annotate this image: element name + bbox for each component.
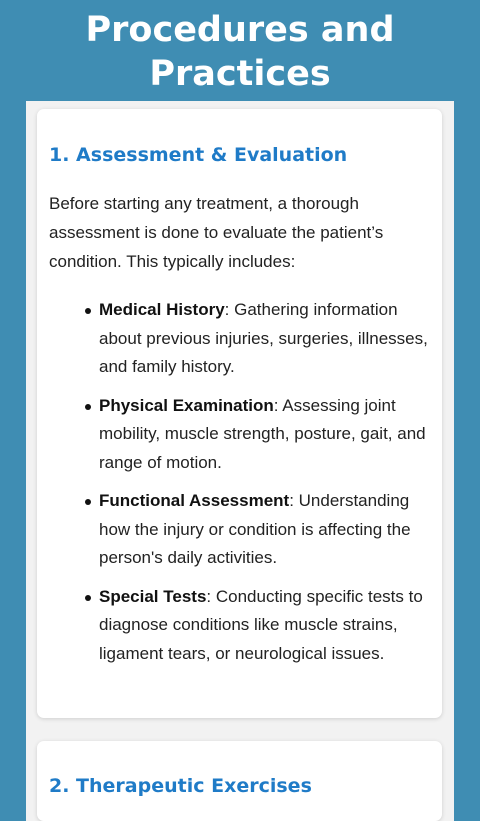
- list-item-description: : Gathering information about previous injuries, surgeries, illnesses, and family history.: [99, 300, 428, 376]
- section-card-exercises: [37, 741, 442, 821]
- list-item-description: : Assessing joint mobility, muscle strength, posture, gait, and range of motion.: [99, 395, 426, 472]
- bullet-icon: [85, 308, 91, 314]
- page-title: [0, 8, 480, 96]
- bullet-list: [49, 296, 430, 668]
- list-item-description: : Conducting specific tests to diagnose conditions like muscle strains, ligament tears, or neurological issues.: [99, 586, 423, 663]
- list-item-term: Special Tests: [99, 586, 207, 606]
- bullet-icon: [85, 595, 91, 601]
- section-intro: Before starting any treatment, a thorough assessment is done to evaluate the patient’s condition. This typically includes:: [49, 194, 384, 271]
- list-item: [99, 583, 430, 669]
- list-item-term: Physical Examination: [99, 395, 274, 415]
- list-item-term: Functional Assessment: [99, 491, 290, 510]
- bullet-icon: [85, 404, 91, 410]
- page-title-line-1: Procedures and: [85, 10, 395, 50]
- list-item-term: Medical History: [99, 300, 225, 319]
- list-item: [99, 392, 430, 478]
- section-heading: 1. Assessment & Evaluation: [49, 144, 348, 166]
- section-card-assessment: [37, 109, 442, 718]
- section-heading: 2. Therapeutic Exercises: [49, 775, 312, 797]
- list-item: [99, 296, 430, 382]
- list-item-description: : Understanding how the injury or condition is affecting the person's daily activities.: [99, 491, 411, 567]
- list-item: [99, 487, 430, 573]
- bullet-icon: [85, 499, 91, 505]
- page-title-line-2: Practices: [149, 54, 331, 94]
